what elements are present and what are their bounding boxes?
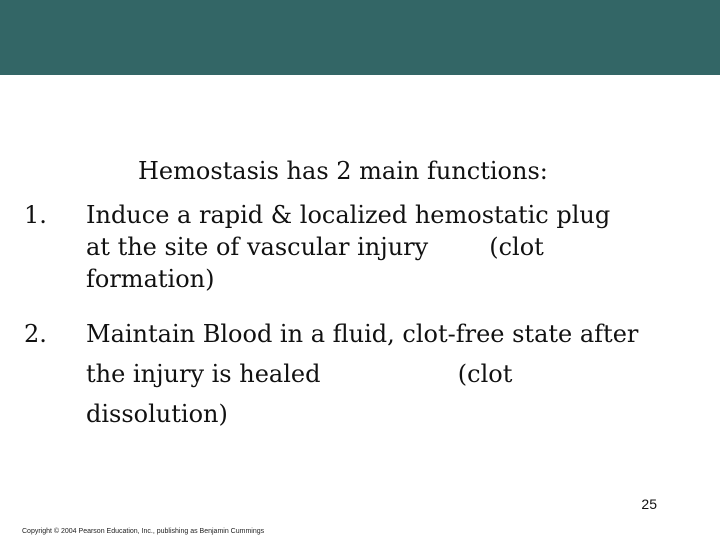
list-item-line: at the site of vascular injury (clot xyxy=(86,233,544,261)
page-number: 25 xyxy=(641,496,657,512)
list-item-line: dissolution) xyxy=(86,400,228,428)
list-item-text xyxy=(86,314,706,434)
list-item-number: 1. xyxy=(24,201,47,229)
list-item-number: 2. xyxy=(24,320,47,348)
slide-heading: Hemostasis has 2 main functions: xyxy=(138,157,548,185)
list-item-line: Induce a rapid & localized hemostatic plug xyxy=(86,201,611,229)
list-item-text xyxy=(86,199,706,295)
list-item-line: formation) xyxy=(86,265,215,293)
list-item-line: Maintain Blood in a fluid, clot-free state after xyxy=(86,320,639,348)
copyright-notice: Copyright © 2004 Pearson Education, Inc., publishing as Benjamin Cummings xyxy=(22,528,265,535)
header-bar xyxy=(0,0,720,75)
list-item-line: the injury is healed (clot xyxy=(86,360,513,388)
